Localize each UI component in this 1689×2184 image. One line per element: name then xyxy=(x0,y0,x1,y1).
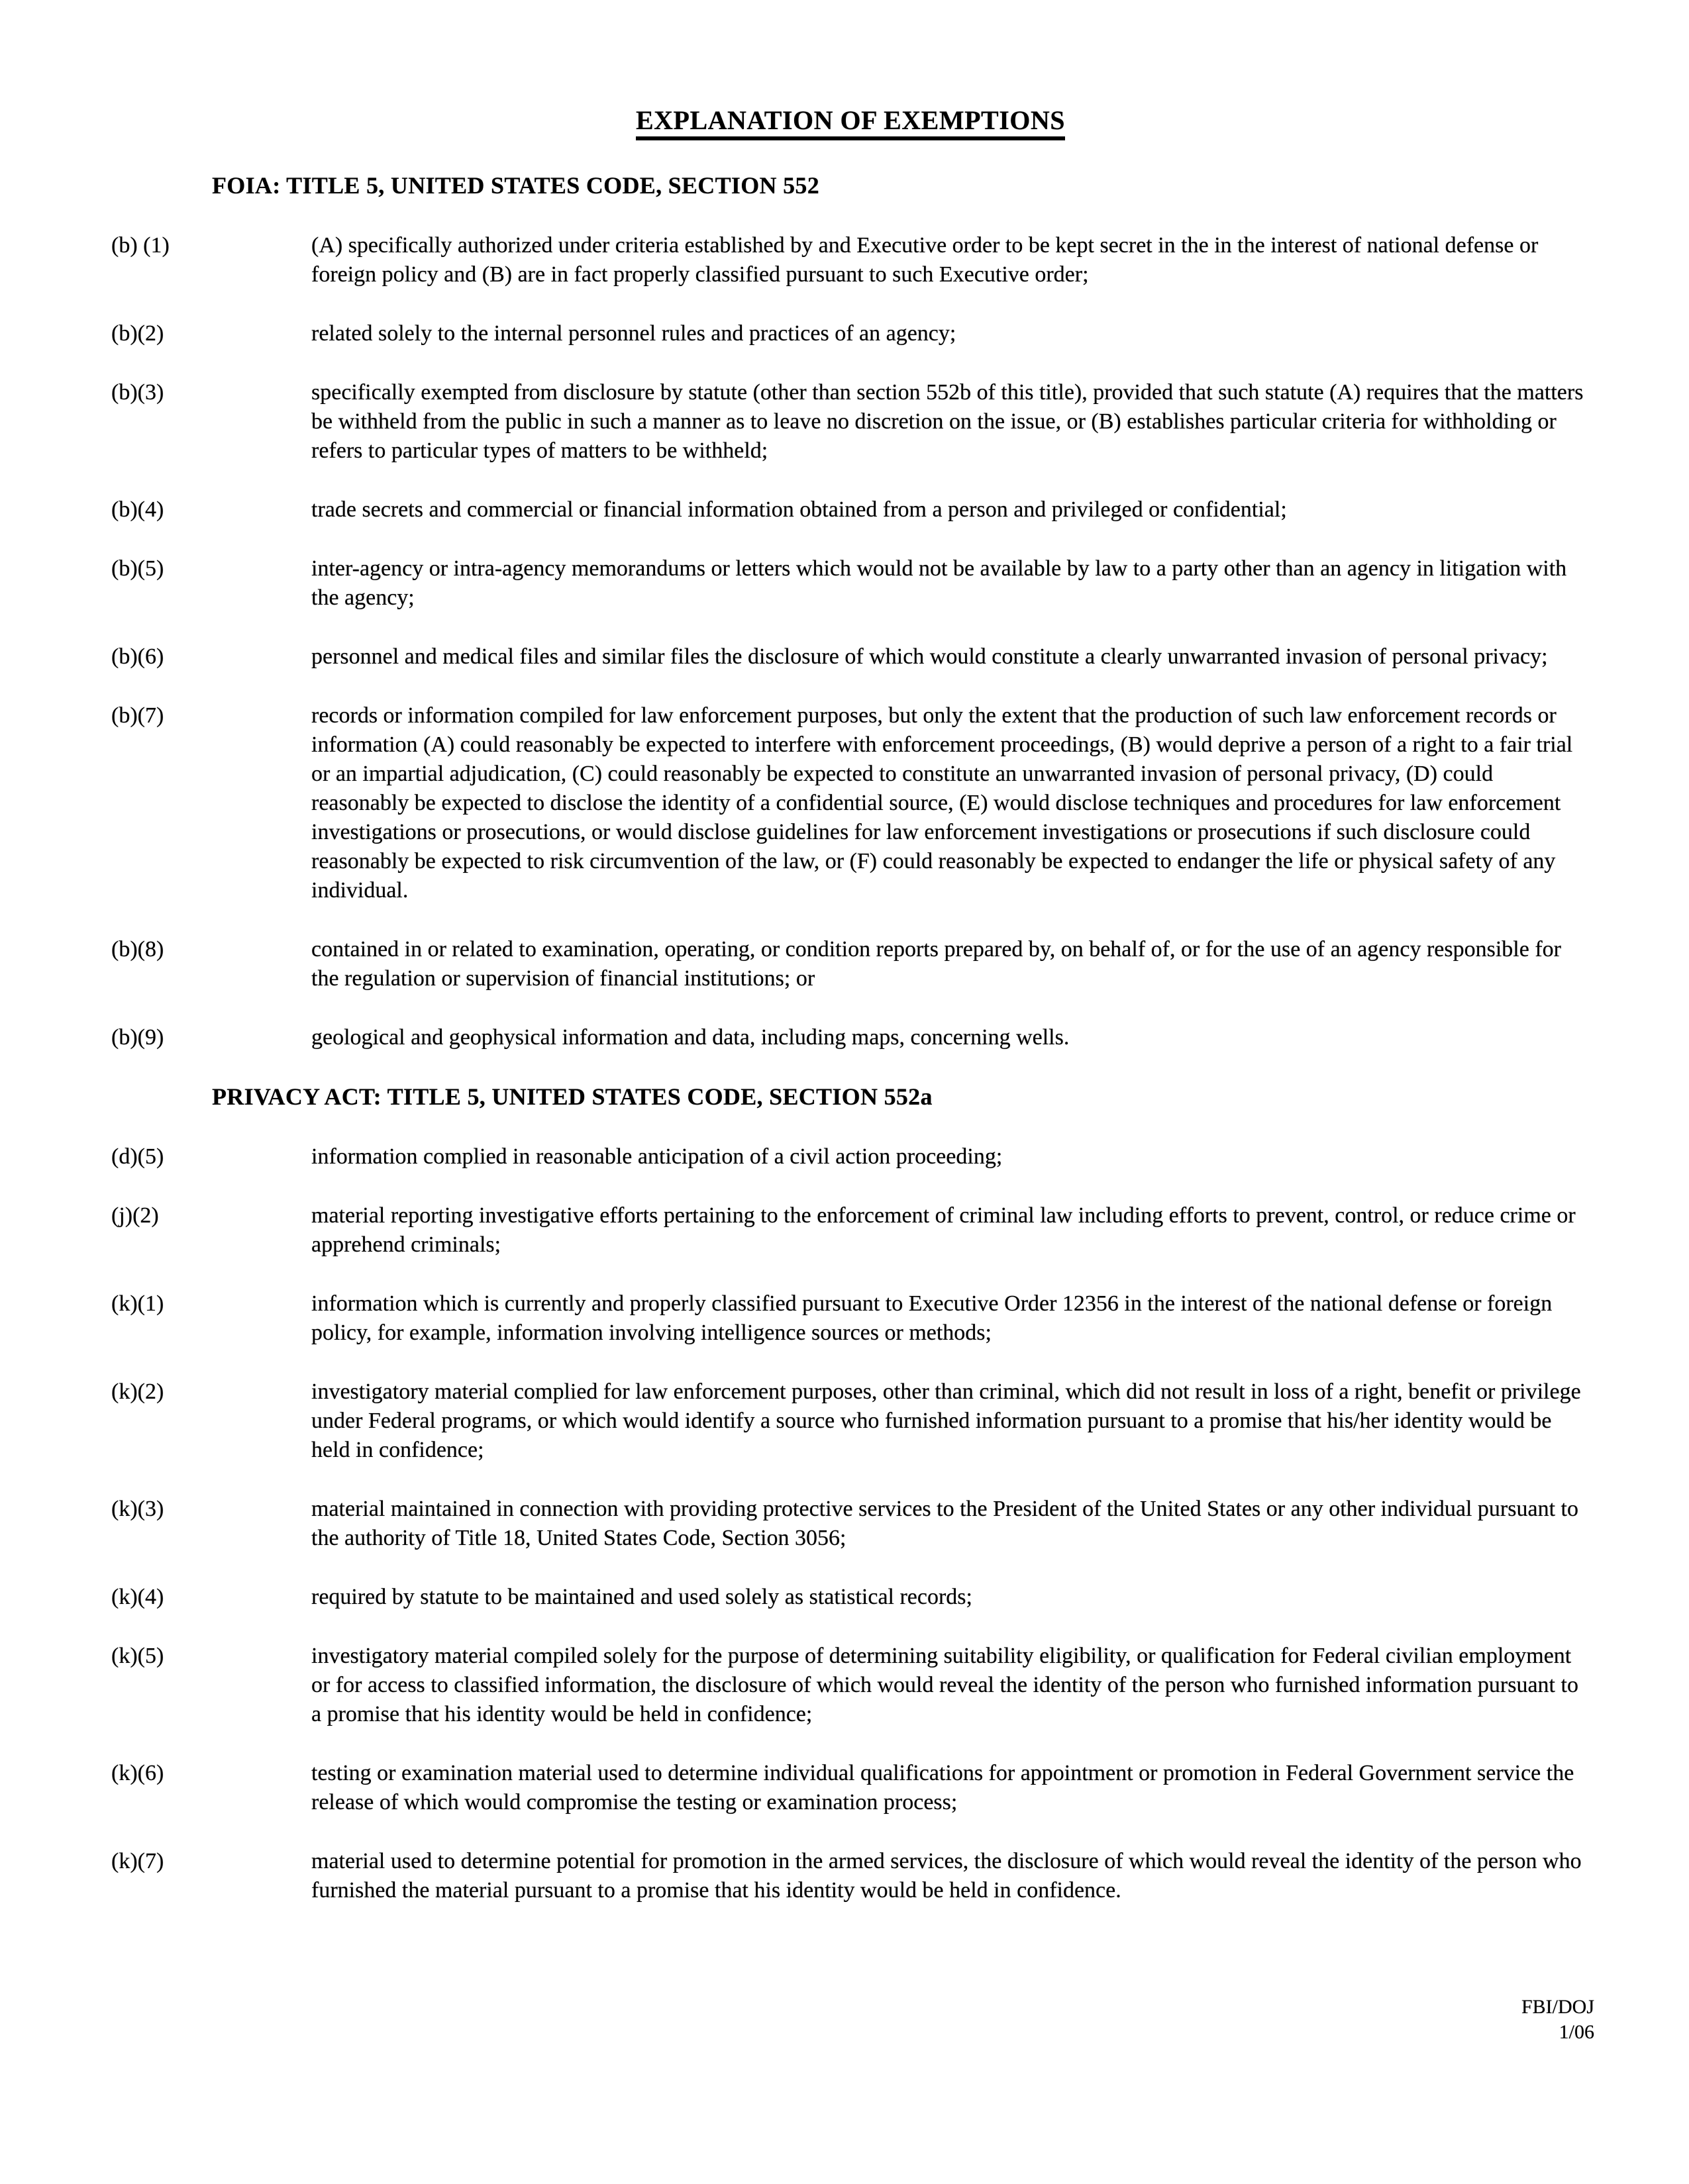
exemption-row-k2 xyxy=(111,1377,1590,1465)
exemption-code: (k)(3) xyxy=(111,1497,164,1521)
exemption-text: specifically exempted from disclosure by statute (other than section 552b of this title), provided that such statute (A) requires that the matters be withheld from the public in such a manner as to leave no discretion on the issue, or (B) establishes particular criteria for withholding or refers to particular types of matters to be withheld; xyxy=(311,380,1584,463)
exemption-row-b8 xyxy=(111,935,1590,993)
footer-agency: FBI/DOJ xyxy=(1521,1996,1594,2018)
exemption-code: (k)(4) xyxy=(111,1585,164,1609)
exemption-code: (b)(3) xyxy=(111,380,164,405)
exemption-code: (b) (1) xyxy=(111,233,170,258)
exemption-code: (b)(6) xyxy=(111,644,164,669)
exemption-text: records or information compiled for law enforcement purposes, but only the extent that the production of such law enforcement records or information (A) could reasonably be expected to interfere with enforcement proceedings, (B) would deprive a person of a right to a fair trial or an impartial adjudication, (C) could reasonably be expected to constitute an unwarranted invasion of personal privacy, (D) could reasonably be expected to disclose the identity of a confidential source, (E) would disclose techniques and procedures for law enforcement investigations or prosecutions, or would disclose guidelines for law enforcement investigations or prosecutions if such disclosure could reasonably be expected to risk circumvention of the law, or (F) could reasonably be expected to endanger the life or physical safety of any individual. xyxy=(311,703,1573,903)
exemption-code: (b)(2) xyxy=(111,321,164,346)
exemption-row-b7 xyxy=(111,701,1590,905)
exemption-code: (b)(7) xyxy=(111,703,164,728)
exemption-row-k7 xyxy=(111,1847,1590,1905)
exemption-code: (b)(5) xyxy=(111,556,164,581)
exemption-row-d5 xyxy=(111,1142,1590,1171)
exemption-code: (k)(7) xyxy=(111,1849,164,1873)
exemption-text: geological and geophysical information and data, including maps, concerning wells. xyxy=(311,1025,1070,1050)
exemption-text: material used to determine potential for promotion in the armed services, the disclosure of which would reveal the identity of the person who furnished the material pursuant to a promise that his identity would be held in confidence. xyxy=(311,1849,1582,1903)
exemption-code: (b)(9) xyxy=(111,1025,164,1050)
exemption-row-k4 xyxy=(111,1583,1590,1612)
exemption-text: testing or examination material used to determine individual qualifications for appointment or promotion in Federal Government service the release of which would compromise the testing or examination process; xyxy=(311,1761,1574,1814)
exemption-code: (k)(6) xyxy=(111,1761,164,1785)
exemption-row-k1 xyxy=(111,1289,1590,1348)
exemption-text: (A) specifically authorized under criteria established by and Executive order to be kept secret in the in the interest of national defense or foreign policy and (B) are in fact properly classified pursuant to such Executive order; xyxy=(311,233,1539,287)
footer-date: 1/06 xyxy=(1559,2021,1594,2043)
exemption-text: trade secrets and commercial or financial information obtained from a person and privileged or confidential; xyxy=(311,497,1287,522)
exemption-row-k6 xyxy=(111,1759,1590,1817)
exemption-text: personnel and medical files and similar files the disclosure of which would constitute a clearly unwarranted invasion of personal privacy; xyxy=(311,644,1548,669)
exemption-text: material maintained in connection with providing protective services to the President of the United States or any other individual pursuant to the authority of Title 18, United States Code, Section 3056; xyxy=(311,1497,1578,1550)
exemption-code: (k)(5) xyxy=(111,1644,164,1668)
page-footer xyxy=(1521,1995,1594,2045)
exemption-code: (j)(2) xyxy=(111,1203,159,1228)
exemption-row-j2 xyxy=(111,1201,1590,1260)
exemption-text: investigatory material compiled solely for the purpose of determining suitability eligibility, or qualification for Federal civilian employment or for access to classified information, the disclosure of which would reveal the identity of the person who furnished information pursuant to a promise that his identity would be held in confidence; xyxy=(311,1644,1578,1726)
privacy-act-section-heading: PRIVACY ACT: TITLE 5, UNITED STATES CODE, SECTION 552a xyxy=(212,1083,933,1110)
exemption-code: (b)(8) xyxy=(111,937,164,962)
exemption-row-k3 xyxy=(111,1495,1590,1553)
exemption-text: inter-agency or intra-agency memorandums or letters which would not be available by law to a party other than an agency in litigation with the agency; xyxy=(311,556,1567,610)
exemption-text: information complied in reasonable anticipation of a civil action proceeding; xyxy=(311,1144,1003,1169)
exemption-row-k5 xyxy=(111,1642,1590,1729)
section-privacy-act xyxy=(111,1082,1590,1905)
exemption-code: (k)(2) xyxy=(111,1379,164,1404)
exemption-text: information which is currently and properly classified pursuant to Executive Order 12356 in the interest of the national defense or foreign policy, for example, information involving intelligence sources or methods; xyxy=(311,1291,1553,1345)
exemption-text: contained in or related to examination, operating, or condition reports prepared by, on behalf of, or for the use of an agency responsible for the regulation or supervision of financial institutions; or xyxy=(311,937,1561,991)
exemption-text: related solely to the internal personnel rules and practices of an agency; xyxy=(311,321,956,346)
exemption-code: (k)(1) xyxy=(111,1291,164,1316)
exemption-code: (b)(4) xyxy=(111,497,164,522)
exemption-text: required by statute to be maintained and used solely as statistical records; xyxy=(311,1585,972,1609)
section-foia xyxy=(111,171,1590,1052)
title-row xyxy=(111,106,1590,140)
exemption-row-b3 xyxy=(111,378,1590,466)
page-title: EXPLANATION OF EXEMPTIONS xyxy=(636,106,1065,140)
exemption-code: (d)(5) xyxy=(111,1144,164,1169)
exemption-row-b4 xyxy=(111,495,1590,524)
foia-section-heading: FOIA: TITLE 5, UNITED STATES CODE, SECTION 552 xyxy=(212,172,820,199)
exemption-row-b6 xyxy=(111,642,1590,671)
exemption-row-b5 xyxy=(111,554,1590,613)
exemption-row-b1 xyxy=(111,231,1590,289)
exemption-row-b9 xyxy=(111,1023,1590,1052)
exemption-row-b2 xyxy=(111,319,1590,348)
exemption-text: material reporting investigative efforts pertaining to the enforcement of criminal law including efforts to prevent, control, or reduce crime or apprehend criminals; xyxy=(311,1203,1576,1257)
exemption-text: investigatory material complied for law enforcement purposes, other than criminal, which did not result in loss of a right, benefit or privilege under Federal programs, or which would identify a source who furnished information pursuant to a promise that his/her identity would be held in confidence; xyxy=(311,1379,1581,1462)
